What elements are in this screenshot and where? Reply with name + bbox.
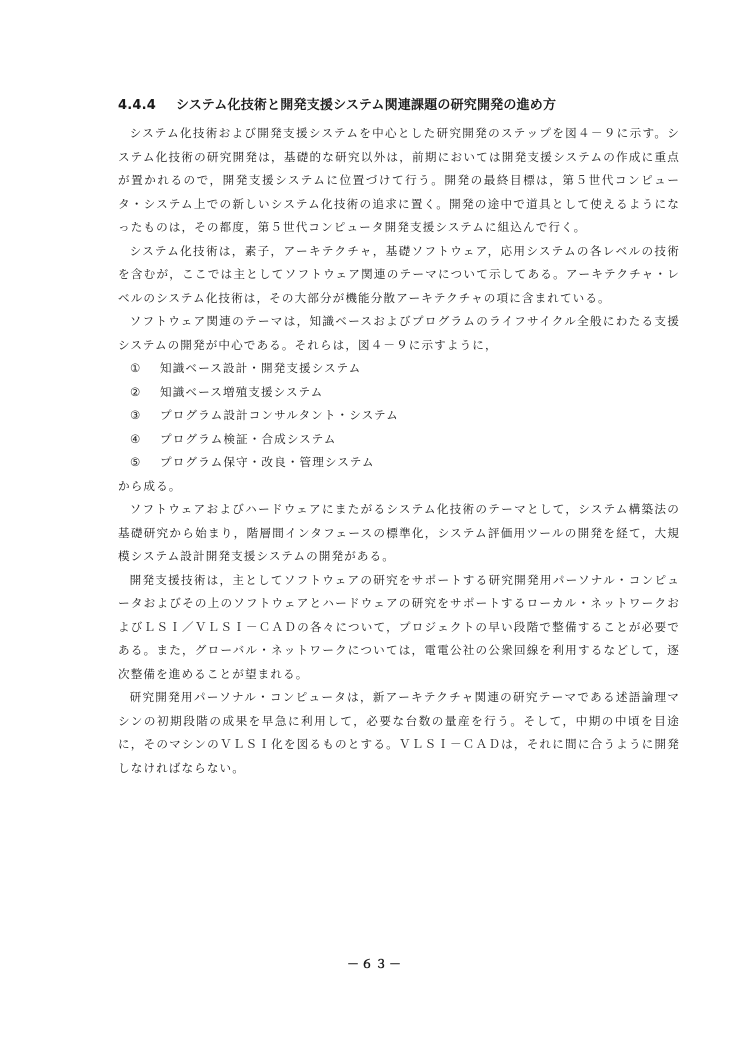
body-text: [118, 122, 680, 780]
list-item-text: プログラム設計コンサルタント・システム: [160, 408, 399, 422]
list-item-text: プログラム保守・改良・管理システム: [160, 455, 375, 469]
list-item: [118, 451, 680, 475]
section-heading: [118, 96, 698, 116]
paragraph-1: システム化技術および開発支援システムを中心とした研究開発のステップを図４－９に示す。システム化技術の研究開発は，基礎的な研究以外は，前期においては開発支援システムの作成に重点が置かれるので，開発支援システムに位置づけて行う。開発の最終目標は，第５世代コンピュータ・システム上での新しいシステム化技術の追求に置く。開発の途中で道具として使えるようになったものは，その都度，第５世代コンピュータ開発支援システムに組込んで行く。: [118, 126, 680, 234]
page-number: －６３－: [346, 957, 403, 971]
list-marker: ⑤: [130, 455, 142, 469]
list-marker: ④: [130, 431, 142, 446]
paragraph-2: システム化技術は，素子，アーキテクチャ，基礎ソフトウェア，応用システムの各レベルの技術を含むが，ここでは主としてソフトウェア関連のテーマについて示してある。アーキテクチャ・レベルのシステム化技術は，その大部分が機能分散アーキテクチャの項に含まれている。: [118, 243, 680, 305]
paragraph-5: 開発支援技術は，主としてソフトウェアの研究をサポートする研究開発用パーソナル・コンピュータおよびその上のソフトウェアとハードウェアの研究をサポートするローカル・ネットワークおよびＬＳＩ／ＶＬＳＩ－ＣＡＤの各々について，プロジェクトの早い段階で整備することが必要である。また，グローバル・ネットワークについては，電電公社の公衆回線を利用するなどして，逐次整備を進めることが望まれる。: [118, 572, 680, 681]
section-title: システム化技術と開発支援システム関連課題の研究開発の進め方: [176, 98, 557, 113]
list-item-text: 知識ベース設計・開発支援システム: [160, 361, 362, 375]
list-item: [118, 357, 680, 381]
paragraph-6: 研究開発用パーソナル・コンピュータは，新アーキテクチャ関連の研究テーマである述語論理マシンの初期段階の成果を早急に利用して，必要な台数の量産を行う。そして，中期の中頃を目途に，そのマシンのＶＬＳＩ化を図るものとする。ＶＬＳＩ－ＣＡＤは，それに間に合うように開発しなければならない。: [118, 690, 680, 775]
list-marker: ①: [130, 361, 142, 375]
list-item: [118, 428, 680, 452]
paragraph-4: ソフトウェアおよびハードウェアにまたがるシステム化技術のテーマとして，システム構築法の基礎研究から始まり，階層間インタフェースの標準化，システム評価用ツールの開発を経て，大規模システム設計開発支援システムの開発がある。: [118, 502, 680, 563]
list-item: [118, 381, 680, 405]
list-item: [118, 404, 680, 428]
list-item-text: 知識ベース増殖支援システム: [160, 384, 324, 399]
list-item-text: プログラム検証・合成システム: [160, 431, 337, 446]
list-marker: ③: [130, 408, 142, 422]
section-number: 4.4.4: [118, 98, 157, 113]
paragraph-3-tail: から成る。: [118, 478, 182, 493]
paragraph-3: ソフトウェア関連のテーマは，知識ベースおよびプログラムのライフサイクル全般にわたる支援システムの開発が中心である。それらは，図４－９に示すように，: [118, 314, 680, 352]
list-marker: ②: [130, 384, 142, 399]
theme-list: [118, 357, 680, 475]
